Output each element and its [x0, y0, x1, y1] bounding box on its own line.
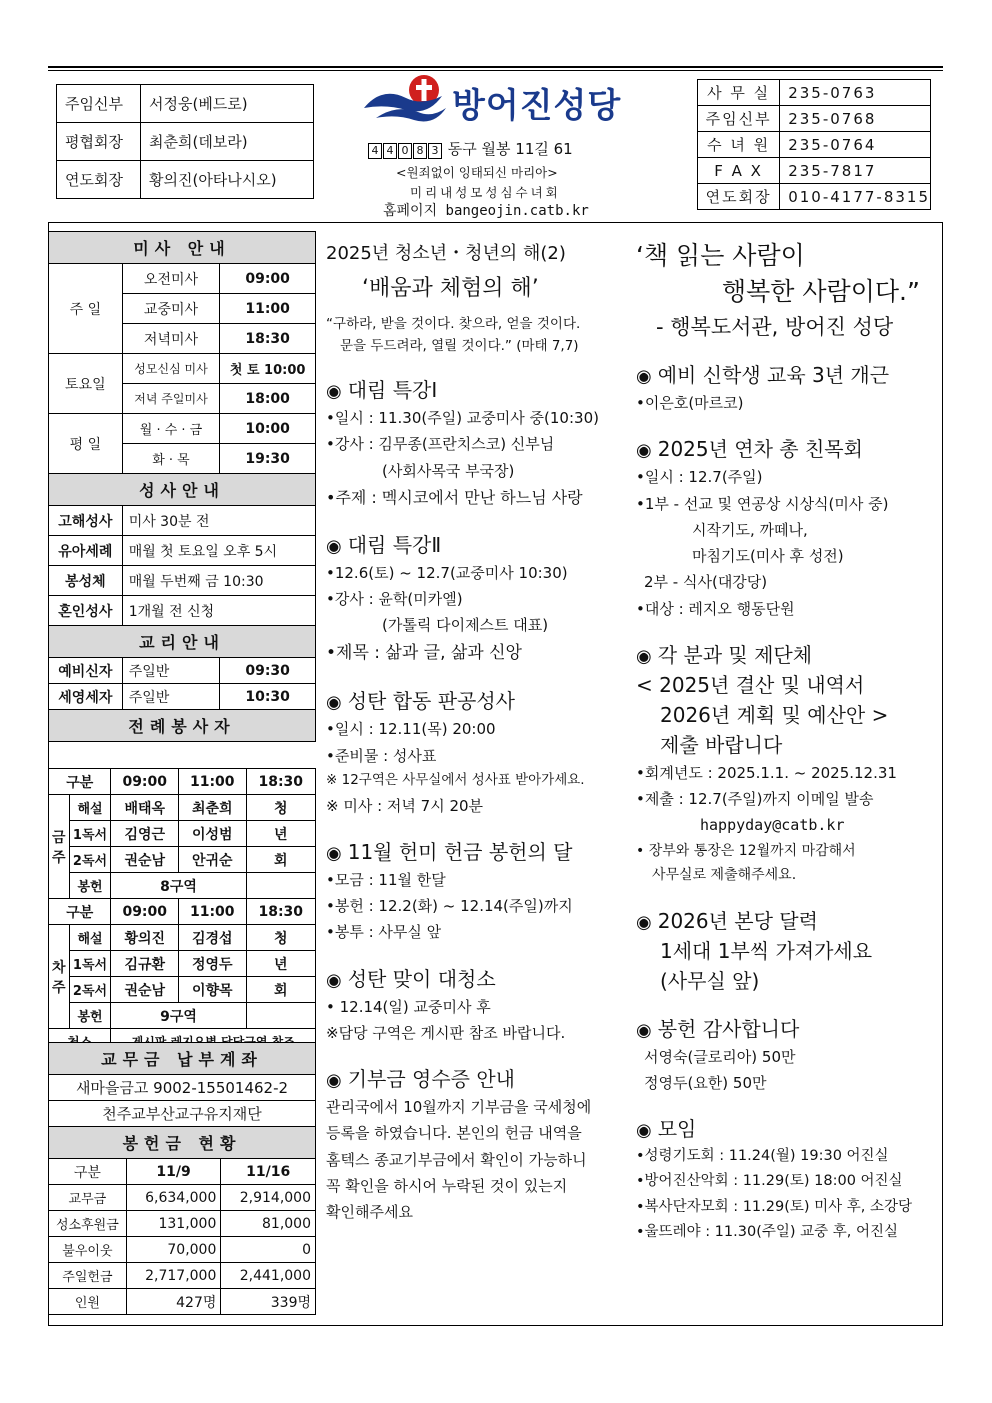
liturgy-head: 09:00 [111, 899, 179, 925]
week-label: 금 주 [49, 795, 70, 899]
liturgy-person: 이성범 [179, 821, 247, 847]
liturgy-person: 김경섭 [179, 925, 247, 951]
section-heading: ◉ 예비 신학생 교육 3년 개근 [636, 363, 890, 388]
section-heading: ◉ 대림 특강Ⅱ [326, 532, 442, 557]
notice-line: 제출 바랍니다 [660, 732, 783, 757]
liturgy-role: 봉헌 [69, 873, 111, 899]
verse-line: “구하라, 받을 것이다. 찾으라, 얻을 것이다. [326, 316, 581, 332]
section-line: •대상 : 레지오 행동단원 [636, 599, 795, 618]
staff-name: 서정웅(베드로) [141, 85, 314, 123]
offering-head: 11/9 [126, 1159, 221, 1185]
contact-label: 연도회장 [698, 184, 780, 210]
liturgy-role: 해설 [69, 795, 111, 821]
church-logo [362, 72, 662, 128]
liturgy-person: 권순남 [111, 847, 179, 873]
section-line: •일시 : 12.11(목) 20:00 [326, 720, 496, 739]
liturgy-person: 최춘희 [179, 795, 247, 821]
zip-code [368, 140, 443, 159]
section-line: (가톨릭 다이제스트 대표) [382, 616, 549, 635]
staff-name: 황의진(아타나시오) [141, 161, 314, 199]
zip-digit: 4 [368, 143, 382, 159]
offering-amount: 2,914,000 [221, 1185, 316, 1211]
section-line: •제목 : 삶과 글, 삶과 신앙 [326, 642, 522, 663]
liturgy-person: 청 [246, 925, 315, 951]
top-rule-thin [48, 70, 943, 71]
account-section-title: 교무금 납부계좌 [49, 1043, 316, 1075]
offering-head: 11/16 [221, 1159, 316, 1185]
mass-time: 18:00 [220, 384, 316, 414]
contact-number: 235-0764 [780, 132, 931, 158]
section-line: •방어진산악회 : 11.29(토) 18:00 어진실 [636, 1173, 903, 1190]
circled-dot-icon: ◉ [636, 1120, 652, 1142]
section-line: •준비물 : 성사표 [326, 746, 437, 765]
liturgy-head: 09:00 [111, 769, 179, 795]
liturgy-table [48, 768, 316, 1055]
section-heading: ◉ 봉헌 감사합니다 [636, 1016, 800, 1041]
section-line: •제출 : 12.7(주일)까지 이메일 발송 [636, 790, 874, 809]
email-address[interactable]: happyday@catb.kr [700, 816, 845, 835]
mass-time: 11:00 [220, 294, 316, 324]
section-line: •회계년도 : 2025.1.1. ~ 2025.12.31 [636, 763, 897, 782]
section-line: •강사 : 김무종(프란치스코) 신부님 [326, 435, 555, 454]
offering-amount: 2,717,000 [126, 1263, 221, 1289]
liturgy-role: 2독서 [69, 847, 111, 873]
mass-section-title: 미사 안내 [49, 232, 316, 264]
year-title: 2025년 청소년・청년의 해(2) [326, 243, 566, 264]
offering-amount: 2,441,000 [221, 1263, 316, 1289]
right-column [636, 238, 936, 1246]
offering-amount: 6,634,000 [126, 1185, 221, 1211]
section-line: 사무실로 제출해주세요. [652, 867, 797, 884]
section-line: ※ 12구역은 사무실에서 성사표 받아가세요. [326, 771, 585, 788]
liturgy-head: 구분 [49, 769, 111, 795]
notice-line: 2026년 계획 및 예산안 > [660, 702, 889, 727]
section-line: •일시 : 11.30(주일) 교중미사 중(10:30) [326, 409, 599, 428]
church-name: 방어진성당 [452, 86, 622, 126]
cross-wave-logo-icon [362, 72, 448, 126]
offering-amount: 70,000 [126, 1237, 221, 1263]
staff-table [56, 84, 314, 199]
section-heading: ◉ 2025년 연차 총 친목회 [636, 437, 863, 462]
doctrine-section-title: 교리안내 [49, 626, 316, 658]
notice-line: (사무실 앞) [660, 968, 760, 993]
section-line: • 장부와 통장은 12월까지 마감해서 [636, 842, 856, 859]
liturgy-head: 18:30 [246, 769, 315, 795]
section-line: •복사단자모회 : 11.29(토) 미사 후, 소강당 [636, 1198, 913, 1215]
account-number: 새마을금고 9002-15501462-2 [49, 1075, 316, 1101]
circled-dot-icon: ◉ [636, 366, 652, 388]
mass-name: 교중미사 [122, 294, 220, 324]
mass-name: 오전미사 [122, 264, 220, 294]
contact-number: 010-4177-8315 [780, 184, 931, 210]
section-heading: ◉ 성탄 합동 판공성사 [326, 689, 515, 714]
circled-dot-icon: ◉ [326, 842, 342, 864]
doctrine-class: 주일반 [122, 684, 220, 710]
circled-dot-icon: ◉ [326, 969, 342, 991]
quote-source: - 행복도서관, 방어진 성당 [656, 314, 894, 339]
section-line: 마침기도(미사 후 성전) [692, 547, 844, 566]
sacrament-name: 유아세례 [49, 536, 123, 566]
mass-name: 저녁미사 [122, 324, 220, 354]
center-column [326, 238, 622, 1225]
sunday-label: 주 일 [49, 264, 123, 354]
section-line: •일시 : 12.7(주일) [636, 468, 763, 487]
mass-name: 화 · 목 [122, 444, 220, 474]
staff-name: 최춘희(데보라) [141, 123, 314, 161]
liturgy-section-title: 전례봉사자 [49, 710, 316, 742]
liturgy-person: 김영근 [111, 821, 179, 847]
contact-table [697, 79, 931, 210]
staff-role: 평협회장 [57, 123, 141, 161]
liturgy-role: 1독서 [69, 821, 111, 847]
liturgy-role: 1독서 [69, 951, 111, 977]
contact-number: 235-0763 [780, 80, 931, 106]
offering-category: 성소후원금 [49, 1211, 127, 1237]
liturgy-person: 정영두 [179, 951, 247, 977]
section-line: 확인해주세요 [326, 1203, 413, 1222]
mass-time: 09:00 [220, 264, 316, 294]
verse-line: 문을 두드려라, 열릴 것이다.” (마태 7,7) [340, 337, 579, 354]
section-line: •1부 - 선교 및 연공상 시상식(미사 중) [636, 494, 889, 513]
section-heading: ◉ 대림 특강Ⅰ [326, 378, 438, 403]
liturgy-head: 18:30 [246, 899, 315, 925]
info-sidebar [48, 231, 316, 742]
mass-time: 10:00 [220, 414, 316, 444]
quote-line: 행복한 사람이다.” [722, 277, 920, 307]
motto: <원죄없이 잉태되신 마리아> [396, 165, 558, 180]
sacrament-info: 1개월 전 신청 [122, 596, 315, 626]
liturgy-person: 황의진 [111, 925, 179, 951]
offer-zone: 9구역 [111, 1003, 246, 1029]
circled-dot-icon: ◉ [636, 1019, 652, 1041]
account-holder: 천주교부산교구유지재단 [49, 1101, 316, 1127]
offer-zone: 8구역 [111, 873, 246, 899]
section-line: •울뜨레야 : 11.30(주일) 교중 후, 어진실 [636, 1224, 899, 1241]
mass-time: 첫 토 10:00 [220, 354, 316, 384]
week-label: 차 주 [49, 925, 70, 1029]
section-line: •주제 : 멕시코에서 만난 하느님 사랑 [326, 487, 583, 507]
section-heading: ◉ 각 분과 및 제단체 [636, 642, 813, 667]
circled-dot-icon: ◉ [636, 645, 652, 667]
offering-head: 구분 [49, 1159, 127, 1185]
liturgy-head: 11:00 [179, 899, 247, 925]
offering-table [48, 1042, 316, 1315]
section-heading: ◉ 2026년 본당 달력 [636, 908, 818, 933]
offering-amount: 0 [221, 1237, 316, 1263]
sacrament-info: 매월 두번째 금 10:30 [122, 566, 315, 596]
section-heading: ◉ 기부금 영수증 안내 [326, 1067, 515, 1092]
section-heading: ◉ 모임 [636, 1117, 697, 1142]
quote-line: ‘책 읽는 사람이 [636, 241, 805, 270]
weekday-label: 평 일 [49, 414, 123, 474]
section-line: 관리국에서 10월까지 기부금을 국세청에 [326, 1098, 592, 1117]
section-line: 홈텍스 종교기부금에서 확인이 가능하니 [326, 1150, 587, 1169]
liturgy-person: 배태옥 [111, 795, 179, 821]
liturgy-head: 구분 [49, 899, 111, 925]
section-line: (사회사목국 부국장) [382, 461, 515, 480]
liturgy-role: 해설 [69, 925, 111, 951]
section-line: 시작기도, 까떼나, [692, 520, 808, 539]
section-line: 정영두(요한) 50만 [644, 1073, 767, 1092]
contact-number: 235-0768 [780, 106, 931, 132]
liturgy-person: 김규환 [111, 951, 179, 977]
sacrament-name: 혼인성사 [49, 596, 123, 626]
section-line: •이은호(마르코) [636, 394, 744, 413]
section-line: •모금 : 11월 한달 [326, 870, 446, 889]
homepage[interactable]: 홈페이지 bangeojin.catb.kr [383, 203, 589, 219]
liturgy-role: 봉헌 [69, 1003, 111, 1029]
mass-name: 저녁 주일미사 [122, 384, 220, 414]
circled-dot-icon: ◉ [326, 535, 342, 557]
offering-category: 교무금 [49, 1185, 127, 1211]
doctrine-class: 주일반 [122, 658, 220, 684]
notice-line: < 2025년 결산 및 내역서 [636, 672, 865, 697]
doctrine-time: 09:30 [220, 658, 316, 684]
liturgy-person: 이향목 [179, 977, 247, 1003]
section-line: 2부 - 식사(대강당) [644, 573, 768, 592]
street-address: 동구 월봉 11길 61 [447, 140, 573, 158]
mass-name: 월 · 수 · 금 [122, 414, 220, 444]
sacrament-name: 고해성사 [49, 506, 123, 536]
circled-dot-icon: ◉ [326, 692, 342, 714]
contact-label: 사 무 실 [698, 80, 780, 106]
section-line: 등록을 하였습니다. 본인의 헌금 내역을 [326, 1124, 582, 1143]
zip-digit: 4 [383, 143, 397, 159]
section-line: 꼭 확인을 하시어 누락된 것이 있는지 [326, 1176, 568, 1195]
staff-role: 주임신부 [57, 85, 141, 123]
offering-amount: 427명 [126, 1289, 221, 1315]
sacrament-name: 봉성체 [49, 566, 123, 596]
section-line: 서영숙(글로리아) 50만 [644, 1047, 796, 1066]
liturgy-person: 청 [246, 795, 315, 821]
mass-time: 19:30 [220, 444, 316, 474]
offering-category: 인원 [49, 1289, 127, 1315]
address [368, 138, 573, 159]
liturgy-person: 회 [246, 977, 315, 1003]
doctrine-name: 세영세자 [49, 684, 123, 710]
liturgy-person: 년 [246, 951, 315, 977]
contact-label: F A X [698, 158, 780, 184]
sacrament-info: 미사 30분 전 [122, 506, 315, 536]
saturday-label: 토요일 [49, 354, 123, 414]
liturgy-role: 2독서 [69, 977, 111, 1003]
section-line: •강사 : 윤학(미카엘) [326, 590, 463, 609]
mass-name: 성모신심 미사 [122, 354, 220, 384]
offering-category: 주일헌금 [49, 1263, 127, 1289]
offering-amount: 131,000 [126, 1211, 221, 1237]
section-heading: ◉ 성탄 맞이 대청소 [326, 966, 496, 991]
sacrament-info: 매월 첫 토요일 오후 5시 [122, 536, 315, 566]
circled-dot-icon: ◉ [636, 440, 652, 462]
zip-digit: 8 [413, 143, 427, 159]
section-line: ※ 미사 : 저녁 7시 20분 [326, 796, 484, 815]
religious-order: 미리내성모성심수녀회 [410, 185, 561, 200]
doctrine-name: 예비신자 [49, 658, 123, 684]
section-heading: ◉ 11월 헌미 헌금 봉헌의 달 [326, 839, 573, 864]
circled-dot-icon: ◉ [326, 1070, 342, 1092]
offering-category: 불우이웃 [49, 1237, 127, 1263]
year-theme: ‘배움과 체험의 해’ [362, 275, 539, 301]
section-line: •봉투 : 사무실 앞 [326, 923, 442, 942]
contact-label: 주임신부 [698, 106, 780, 132]
zip-digit: 0 [398, 143, 412, 159]
liturgy-person: 권순남 [111, 977, 179, 1003]
zip-digit: 3 [428, 143, 442, 159]
section-line: • 12.14(일) 교중미사 후 [326, 997, 491, 1016]
mass-time: 18:30 [220, 324, 316, 354]
section-line: •성령기도회 : 11.24(월) 19:30 어진실 [636, 1148, 889, 1165]
liturgy-person: 안귀순 [179, 847, 247, 873]
offering-amount: 339명 [221, 1289, 316, 1315]
notice-line: 1세대 1부씩 가져가세요 [660, 938, 873, 963]
liturgy-head: 11:00 [179, 769, 247, 795]
section-line: •12.6(토) ~ 12.7(교중미사 10:30) [326, 563, 568, 582]
section-line: ※담당 구역은 게시판 참조 바랍니다. [326, 1023, 566, 1042]
sacrament-section-title: 성사안내 [49, 474, 316, 506]
liturgy-person: 년 [246, 821, 315, 847]
section-line: •봉헌 : 12.2(화) ~ 12.14(주일)까지 [326, 897, 573, 916]
circled-dot-icon: ◉ [326, 381, 342, 403]
contact-number: 235-7817 [780, 158, 931, 184]
circled-dot-icon: ◉ [636, 911, 652, 933]
offering-amount: 81,000 [221, 1211, 316, 1237]
liturgy-person: 회 [246, 847, 315, 873]
offering-section-title: 봉헌금 현황 [49, 1127, 316, 1159]
top-rule [48, 66, 943, 68]
doctrine-time: 10:30 [220, 684, 316, 710]
contact-label: 수 녀 원 [698, 132, 780, 158]
staff-role: 연도회장 [57, 161, 141, 199]
